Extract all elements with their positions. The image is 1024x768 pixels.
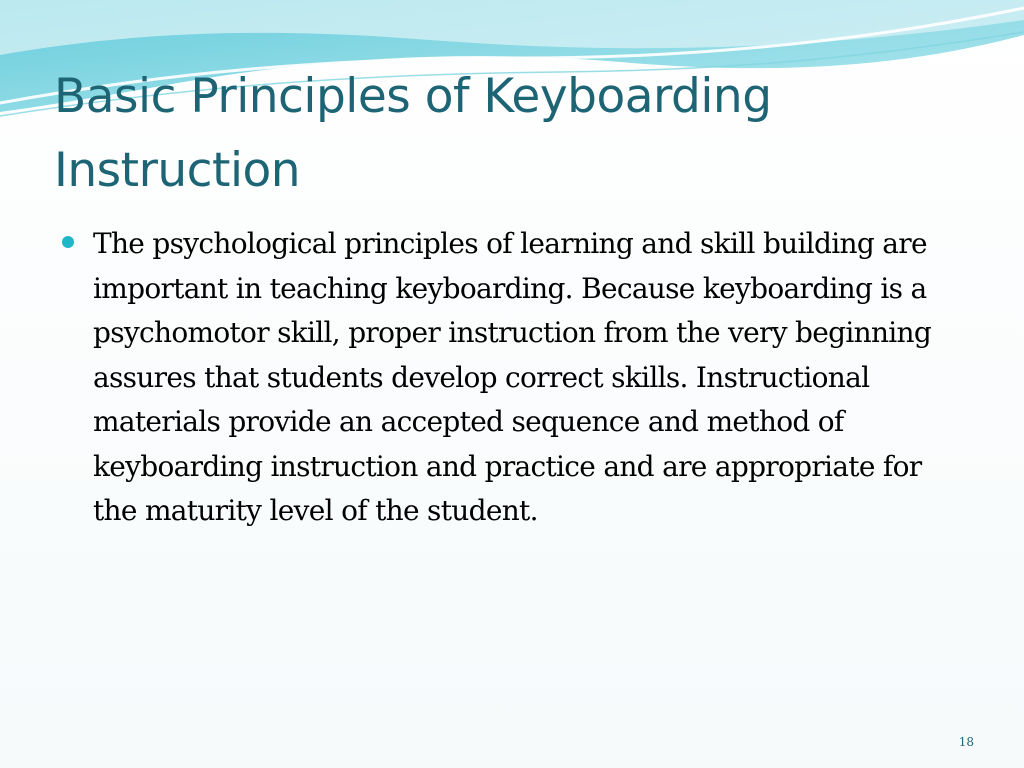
slide-page-number: 18 (958, 735, 974, 749)
slide-title: Basic Principles of Keyboarding Instruction (54, 69, 772, 198)
filled-circle-bullet-icon (62, 236, 74, 248)
bullet-text: The psychological principles of learning and skill building are important in teaching keyboarding. Because keyboarding is a psychomotor skill, proper instruction from the very beginning assures that students develop correct skills. Instructional materials provide an accepted sequence and method of keyboarding instruction and practice and are appropriate for the maturity level of the student. (93, 227, 932, 527)
slide-body (62, 222, 967, 534)
bullet-item (62, 222, 967, 534)
